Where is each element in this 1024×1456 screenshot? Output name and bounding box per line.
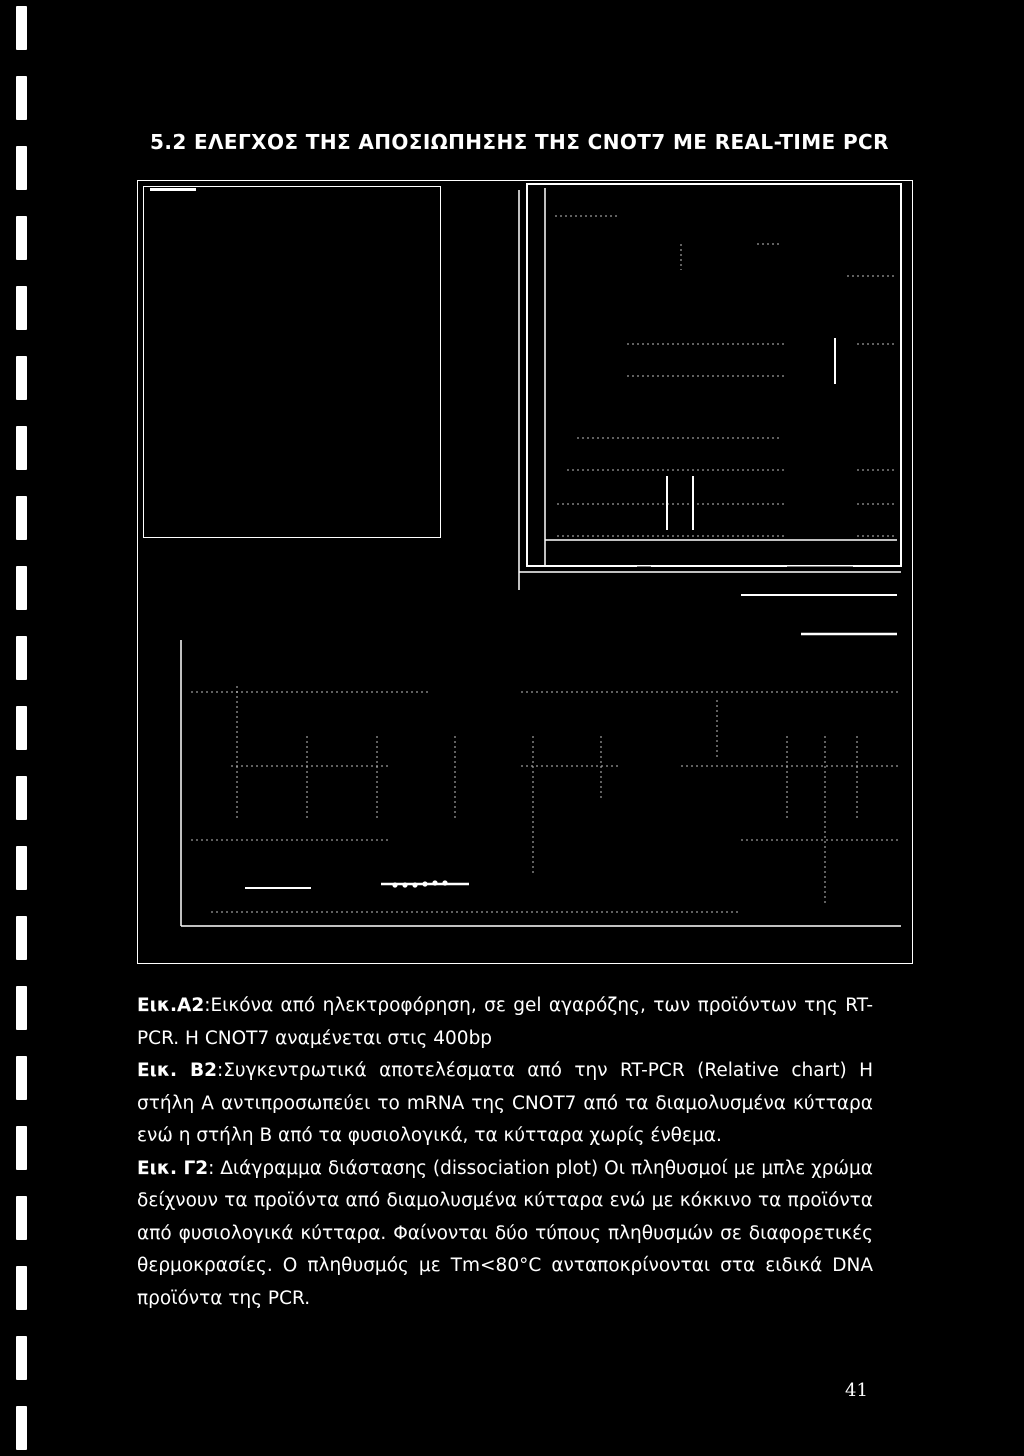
film-perforation — [16, 846, 27, 890]
caption-b2-label: Εικ. Β2 — [137, 1060, 217, 1081]
caption-b2-text: :Συγκεντρωτικά αποτελέσματα από την RT-PCR (Relative chart) Η στήλη Α αντιπροσωπεύει το mRNA της CNOT7 από τα διαμολυσμένα κύτταρα ενώ η στήλη Β από τα φυσιολογικά, τα κύτταρα χωρίς ένθεμα. — [137, 1060, 873, 1146]
film-perforation — [16, 986, 27, 1030]
film-perforation — [16, 76, 27, 120]
caption-g2-label: Εικ. Γ2 — [137, 1157, 209, 1179]
gel-band-mark — [150, 188, 196, 191]
film-perforation — [16, 636, 27, 680]
section-heading: 5.2 ΕΛΕΓΧΟΣ ΤΗΣ ΑΠΟΣΙΩΠΗΣΗΣ ΤΗΣ CNOT7 ΜΕ REAL-TIME PCR — [150, 130, 889, 154]
film-perforation — [16, 566, 27, 610]
film-perforation — [16, 776, 27, 820]
caption-b2 — [137, 1055, 873, 1153]
gel-image-panel — [143, 186, 441, 538]
caption-a2-label: Εικ.Α2 — [137, 995, 205, 1016]
caption-g2-text: : Διάγραμμα διάστασης (dissociation plot) Οι πληθυσμοί με μπλε χρώμα δείχνουν τα προϊόντα από διαμολυσμένα κύτταρα ενώ με κόκκινο τα προϊόντα από φυσιολογικά κύτταρα. Φαίνονται δύο τύπους πληθυσμών σε διαφορετικές θερμοκρασίες. Ο πληθυσμός με Tm<80°C ανταποκρίνονται στα ειδικά DNA προϊόντα της PCR. — [137, 1157, 873, 1309]
film-perforation — [16, 216, 27, 260]
film-perforation — [16, 1196, 27, 1240]
film-perforation — [16, 426, 27, 470]
page-number: 41 — [845, 1380, 868, 1401]
dissociation-plot-panel — [181, 640, 913, 966]
film-perforation — [16, 1126, 27, 1170]
film-perforation — [16, 1406, 27, 1450]
figure-captions — [137, 990, 873, 1315]
film-perforation — [16, 1266, 27, 1310]
dissociation-plot-graphic — [181, 640, 913, 966]
film-perforation — [16, 146, 27, 190]
relative-chart-panel — [517, 180, 913, 578]
film-perforation — [16, 1336, 27, 1380]
film-perforation — [16, 356, 27, 400]
caption-g2 — [137, 1153, 873, 1316]
caption-a2 — [137, 990, 873, 1055]
film-perforation — [16, 6, 27, 50]
relative-chart-graphic — [517, 180, 913, 578]
film-perforation — [16, 1056, 27, 1100]
film-perforation — [16, 706, 27, 750]
film-perforation — [16, 496, 27, 540]
caption-a2-text: :Εικόνα από ηλεκτροφόρηση, σε gel αγαρόζης, των προϊόντων της RT-PCR. Η CNOT7 αναμένεται στις 400bp — [137, 995, 873, 1049]
film-perforation — [16, 286, 27, 330]
film-perforation — [16, 916, 27, 960]
